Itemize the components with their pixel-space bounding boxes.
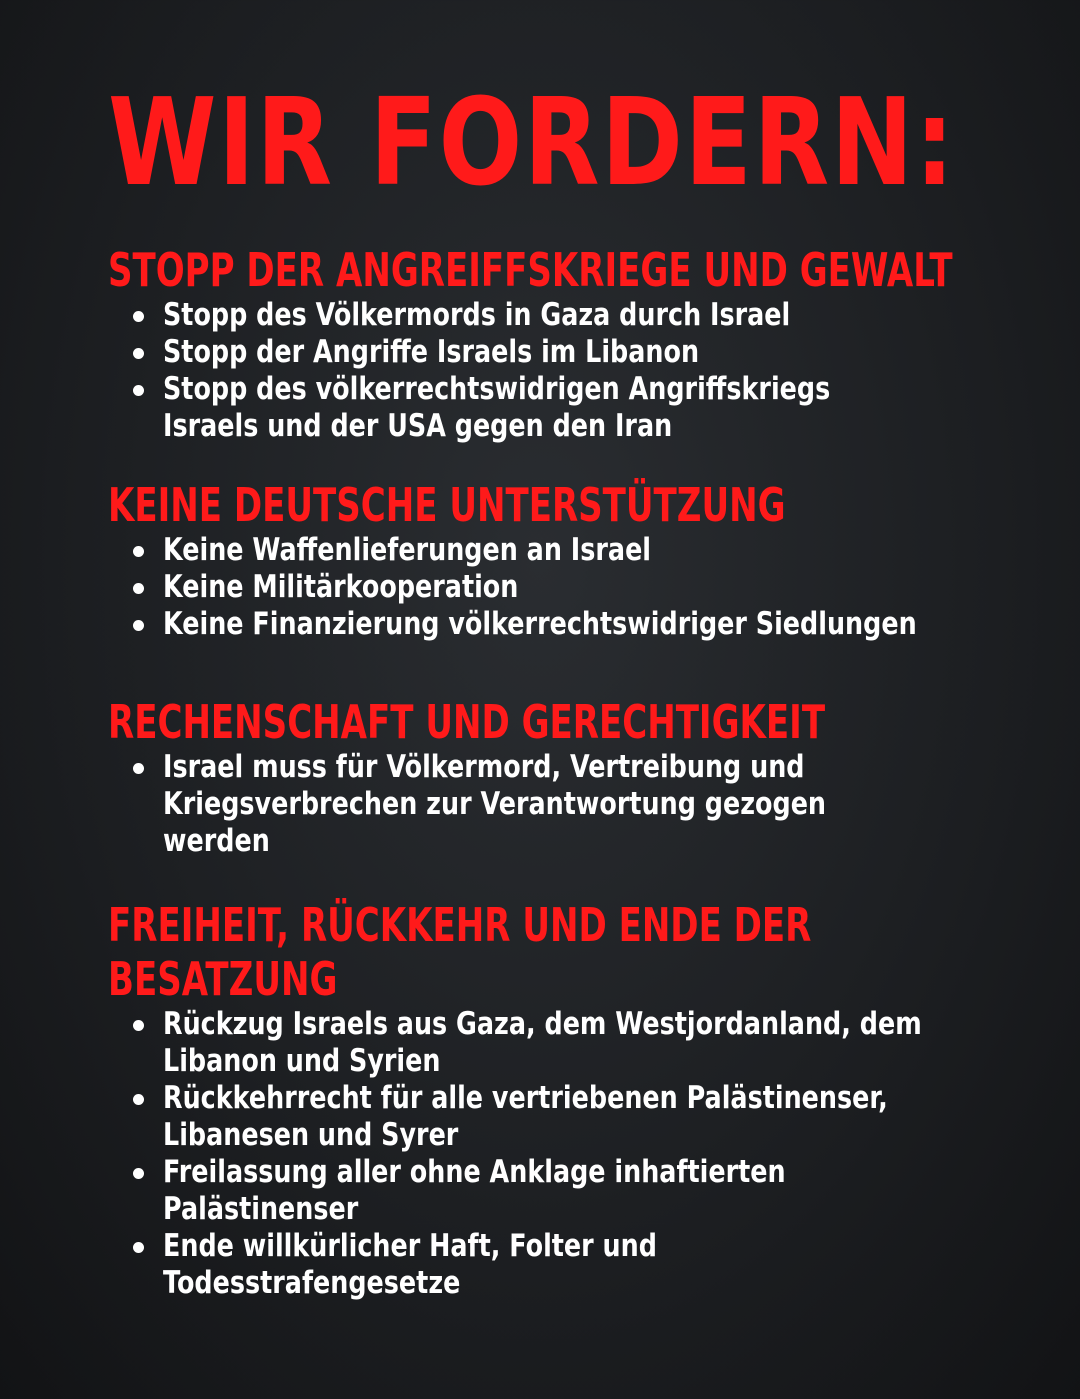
list-item: Stopp des völkerrechtswidrigen Angriffskriegs Israels und der USA gegen den Iran	[108, 371, 1008, 445]
list-item: Rückzug Israels aus Gaza, dem Westjordanland, dem Libanon und Syrien	[108, 1006, 1008, 1080]
list-item: Rückkehrrecht für alle vertriebenen Palästinenser, Libanesen und Syrer	[108, 1080, 1008, 1154]
section-keine-unterstuetzung	[108, 478, 1008, 643]
section-stopp	[108, 243, 1008, 445]
bullet-icon	[133, 1020, 144, 1031]
bullet-icon	[133, 1094, 144, 1105]
section-heading: RECHENSCHAFT UND GERECHTIGKEIT	[108, 695, 826, 749]
bullet-icon	[133, 763, 144, 774]
bullet-icon	[133, 311, 144, 322]
bullet-list	[108, 532, 1008, 643]
list-item: Stopp des Völkermords in Gaza durch Israel	[108, 297, 1008, 334]
section-rechenschaft	[108, 695, 1008, 860]
list-item: Freilassung aller ohne Anklage inhaftierten Palästinenser	[108, 1154, 1008, 1228]
section-heading: FREIHEIT, RÜCKKEHR UND ENDE DER BESATZUNG	[108, 898, 812, 1006]
bullet-list	[108, 297, 1008, 445]
bullet-list	[108, 749, 1008, 860]
bullet-icon	[133, 1168, 144, 1179]
list-item: Keine Finanzierung völkerrechtswidriger Siedlungen	[108, 606, 1008, 643]
list-item: Israel muss für Völkermord, Vertreibung und Kriegsverbrechen zur Verantwortung gezogen werden	[108, 749, 1008, 860]
list-item: Keine Waffenlieferungen an Israel	[108, 532, 1008, 569]
bullet-icon	[133, 348, 144, 359]
list-item: Stopp der Angriffe Israels im Libanon	[108, 334, 1008, 371]
list-item: Keine Militärkooperation	[108, 569, 1008, 606]
list-item: Ende willkürlicher Haft, Folter und Todesstrafengesetze	[108, 1228, 1008, 1302]
bullet-icon	[133, 620, 144, 631]
bullet-list	[108, 1006, 1008, 1302]
bullet-icon	[133, 583, 144, 594]
section-heading: KEINE DEUTSCHE UNTERSTÜTZUNG	[108, 478, 786, 532]
section-heading: STOPP DER ANGREIFFSKRIEGE UND GEWALT	[108, 243, 953, 297]
bullet-icon	[133, 385, 144, 396]
section-freiheit	[108, 898, 1008, 1302]
bullet-icon	[133, 546, 144, 557]
page-title: WIR FORDERN:	[108, 74, 956, 213]
bullet-icon	[133, 1242, 144, 1253]
